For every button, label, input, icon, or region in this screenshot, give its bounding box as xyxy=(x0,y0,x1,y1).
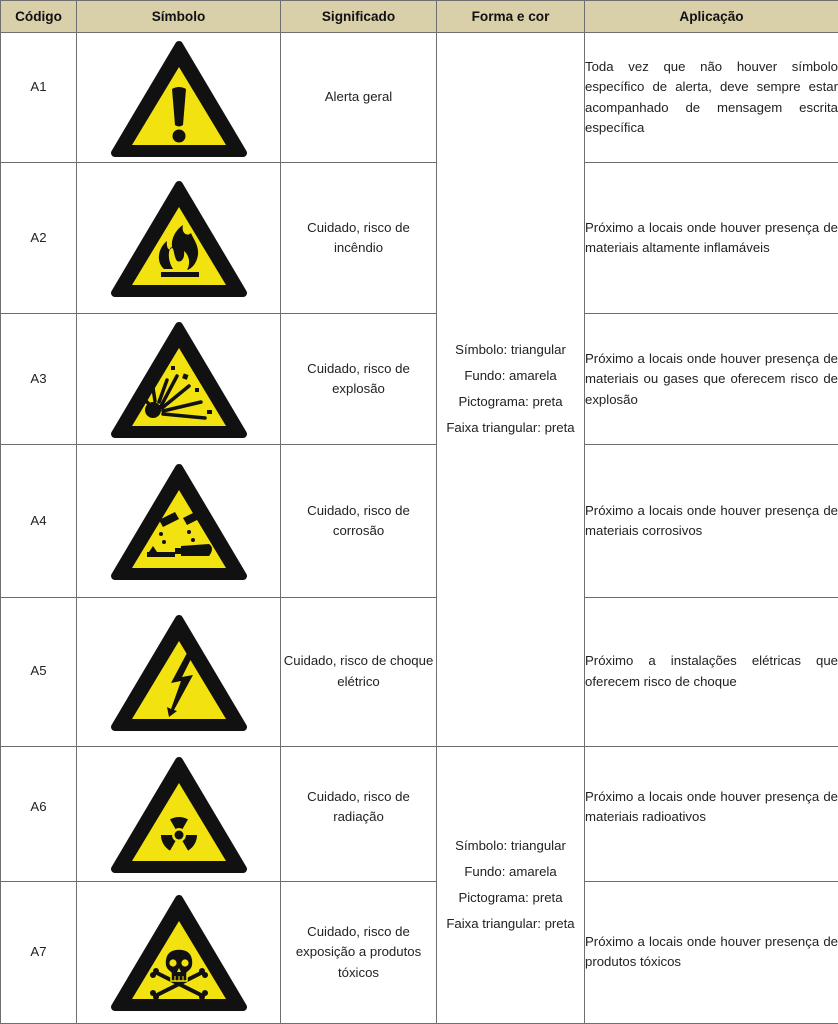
table-row xyxy=(1,445,838,597)
code-cell: A5 xyxy=(1,597,77,746)
symbol-cell xyxy=(77,597,281,746)
column-header-significado: Significado xyxy=(281,1,437,33)
column-header-codigo: Código xyxy=(1,1,77,33)
meaning-cell: Alerta geral xyxy=(281,33,437,163)
symbol-cell xyxy=(77,445,281,597)
form-line: Faixa triangular: preta xyxy=(446,420,575,436)
code-cell: A6 xyxy=(1,746,77,881)
table-row xyxy=(1,597,838,746)
code-cell: A2 xyxy=(1,163,77,314)
meaning-cell: Cuidado, risco de choque elétrico xyxy=(281,597,437,746)
form-line: Pictograma: preta xyxy=(458,394,563,410)
code-cell: A4 xyxy=(1,445,77,597)
form-line: Símbolo: triangular xyxy=(455,342,566,358)
table-row xyxy=(1,163,838,314)
corrosion-icon xyxy=(109,460,249,582)
column-header-aplicacao: Aplicação xyxy=(585,1,838,33)
column-header-forma-cor: Forma e cor xyxy=(437,1,585,33)
symbol-cell xyxy=(77,163,281,314)
application-cell: Próximo a locais onde houver presença de materiais corrosivos xyxy=(585,445,838,597)
table-row xyxy=(1,33,838,163)
fire-flame-icon xyxy=(109,177,249,299)
symbol-cell xyxy=(77,746,281,881)
table-row xyxy=(1,314,838,445)
meaning-cell: Cuidado, risco de incêndio xyxy=(281,163,437,314)
form-color-cell xyxy=(437,33,585,747)
code-cell: A1 xyxy=(1,33,77,163)
meaning-cell: Cuidado, risco de radiação xyxy=(281,746,437,881)
column-header-simbolo: Símbolo xyxy=(77,1,281,33)
form-line: Símbolo: triangular xyxy=(455,837,566,853)
meaning-cell: Cuidado, risco de corrosão xyxy=(281,445,437,597)
code-cell: A7 xyxy=(1,881,77,1023)
explosion-icon xyxy=(109,318,249,440)
application-cell: Próximo a locais onde houver presença de materiais altamente inflamáveis xyxy=(585,163,838,314)
symbol-cell xyxy=(77,881,281,1023)
symbol-cell xyxy=(77,314,281,445)
application-cell: Próximo a instalações elétricas que oferecem risco de choque xyxy=(585,597,838,746)
radiation-trefoil-icon xyxy=(109,753,249,875)
form-line: Fundo: amarela xyxy=(464,863,557,879)
table-row xyxy=(1,746,838,881)
table-row xyxy=(1,881,838,1023)
skull-crossbones-icon xyxy=(109,891,249,1013)
application-cell: Próximo a locais onde houver presença de produtos tóxicos xyxy=(585,881,838,1023)
exclamation-mark-icon xyxy=(109,37,249,159)
form-line: Faixa triangular: preta xyxy=(446,915,575,931)
lightning-bolt-icon xyxy=(109,611,249,733)
form-line: Fundo: amarela xyxy=(464,368,557,384)
symbol-cell xyxy=(77,33,281,163)
meaning-cell: Cuidado, risco de explosão xyxy=(281,314,437,445)
application-cell: Próximo a locais onde houver presença de materiais radioativos xyxy=(585,746,838,881)
table-header-row xyxy=(1,1,838,33)
form-color-cell xyxy=(437,746,585,1023)
application-cell: Toda vez que não houver símbolo específico de alerta, deve sempre estar acompanhado de mensagem escrita específica xyxy=(585,33,838,163)
application-cell: Próximo a locais onde houver presença de materiais ou gases que oferecem risco de explosão xyxy=(585,314,838,445)
form-line: Pictograma: preta xyxy=(458,889,563,905)
code-cell: A3 xyxy=(1,314,77,445)
meaning-cell: Cuidado, risco de exposição a produtos tóxicos xyxy=(281,881,437,1023)
